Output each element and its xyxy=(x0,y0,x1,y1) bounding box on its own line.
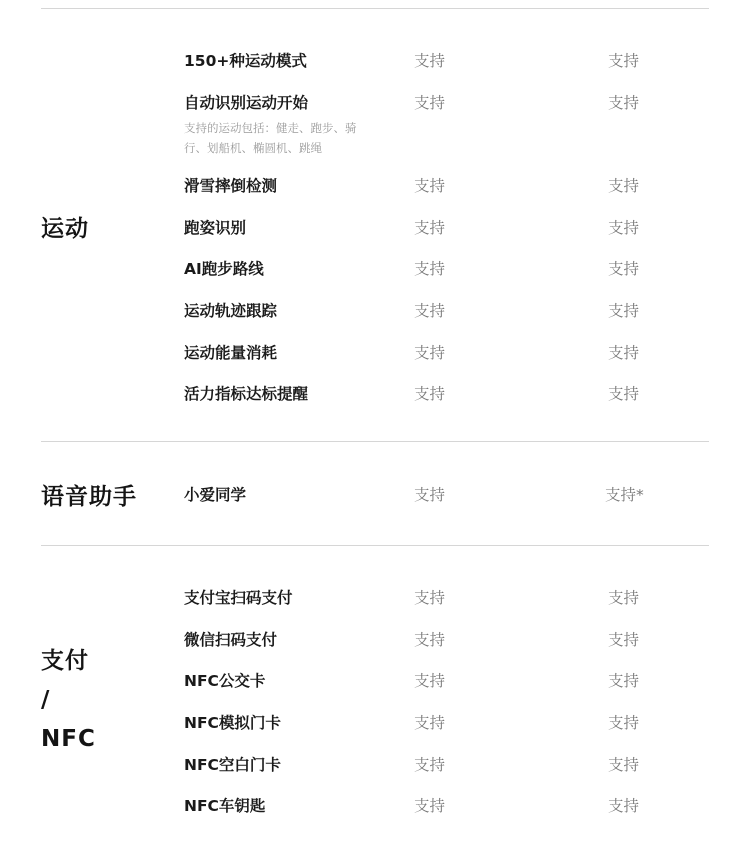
value-col1: 支持 xyxy=(414,219,446,237)
feature-label: 小爱同学 xyxy=(184,486,247,504)
value-col1: 支持 xyxy=(414,52,446,70)
feature-label: 微信扫码支付 xyxy=(184,631,278,649)
feature-label: AI跑步路线 xyxy=(184,260,264,278)
feature-label: NFC公交卡 xyxy=(184,672,266,690)
value-col1: 支持 xyxy=(414,797,446,815)
section-title-payment xyxy=(41,642,96,759)
section-title-voice: 语音助手 xyxy=(41,484,137,510)
feature-label: 跑姿识别 xyxy=(184,219,247,237)
value-col2: 支持 xyxy=(608,631,640,649)
value-col1: 支持 xyxy=(414,756,446,774)
feature-label: 运动能量消耗 xyxy=(184,344,278,362)
section-title-line: / xyxy=(41,687,51,713)
value-col2: 支持 xyxy=(608,672,640,690)
value-col2: 支持 xyxy=(608,385,640,403)
section-divider xyxy=(41,441,709,442)
value-col1: 支持 xyxy=(414,631,446,649)
value-col1: 支持 xyxy=(414,672,446,690)
value-col2: 支持 xyxy=(608,589,640,607)
value-col2: 支持 xyxy=(608,756,640,774)
value-col2: 支持 xyxy=(608,344,640,362)
value-col1: 支持 xyxy=(414,302,446,320)
feature-label: 滑雪摔倒检测 xyxy=(184,177,278,195)
value-col1: 支持 xyxy=(414,385,446,403)
section-title-line: NFC xyxy=(41,726,96,752)
value-col1: 支持 xyxy=(414,260,446,278)
feature-label: 150+种运动模式 xyxy=(184,52,307,70)
feature-label: 自动识别运动开始 xyxy=(184,94,309,112)
value-col2: 支持 xyxy=(608,260,640,278)
value-col2: 支持 xyxy=(608,94,640,112)
feature-label: NFC车钥匙 xyxy=(184,797,266,815)
section-divider-top xyxy=(41,8,709,9)
feature-label: NFC模拟门卡 xyxy=(184,714,281,732)
value-col1: 支持 xyxy=(414,714,446,732)
feature-label: 支付宝扫码支付 xyxy=(184,589,293,607)
feature-label: 运动轨迹跟踪 xyxy=(184,302,278,320)
value-col2: 支持 xyxy=(608,797,640,815)
value-col1: 支持 xyxy=(414,344,446,362)
value-col2: 支持 xyxy=(608,714,640,732)
feature-label: 活力指标达标提醒 xyxy=(184,385,309,403)
value-col1: 支持 xyxy=(414,177,446,195)
feature-label: NFC空白门卡 xyxy=(184,756,281,774)
value-col2: 支持 xyxy=(608,219,640,237)
section-divider xyxy=(41,545,709,546)
value-col2: 支持 xyxy=(608,177,640,195)
section-title-sport: 运动 xyxy=(41,216,89,242)
feature-note: 支持的运动包括：健走、跑步、骑行、划船机、椭圆机、跳绳 xyxy=(184,121,357,155)
value-col2: 支持* xyxy=(605,486,644,504)
section-title-line: 支付 xyxy=(41,648,89,674)
value-col1: 支持 xyxy=(414,589,446,607)
value-col1: 支持 xyxy=(414,486,446,504)
value-col1: 支持 xyxy=(414,94,446,112)
value-col2: 支持 xyxy=(608,52,640,70)
value-col2: 支持 xyxy=(608,302,640,320)
